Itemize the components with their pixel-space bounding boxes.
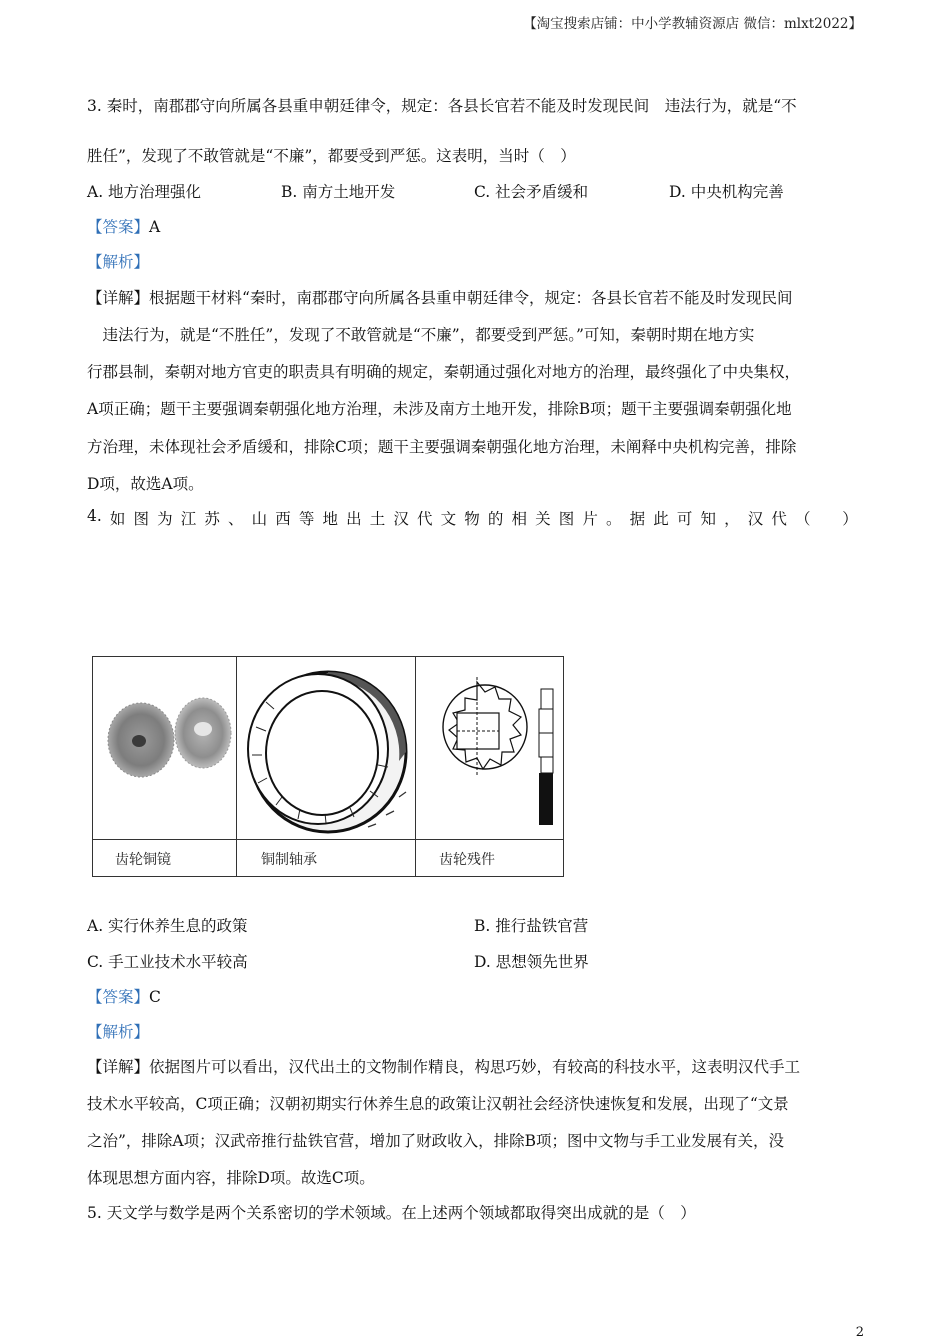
q4-stem-char: 。	[606, 510, 622, 528]
q4-stem-char: 此	[653, 510, 669, 528]
q4-stem-char: 文	[440, 510, 457, 528]
q4-option-b: B. 推行盐铁官营	[474, 917, 589, 935]
caption-gear-fragment: 齿轮残件	[439, 852, 495, 868]
q4-stem-char: 、	[228, 510, 244, 528]
q4-option-a: A. 实行休养生息的政策	[87, 917, 248, 935]
caption-gear-mirror: 齿轮铜镜	[115, 852, 171, 868]
q4-stem-char: 江	[180, 510, 197, 528]
q4-stem-char: 代	[417, 510, 433, 528]
q4-option-d: D. 思想领先世界	[474, 953, 589, 971]
detail-text: 依据图片可以看出，汉代出土的文物制作精良，构思巧妙，有较高的科技水平，这表明汉代手工	[149, 1058, 801, 1076]
q3-option-b: B. 南方土地开发	[281, 183, 396, 201]
q4-stem-char: 汉	[747, 510, 764, 528]
q3-detail-line-2: 违法行为，就是“不胜任”，发现了不敢管就是“不廉”，都要受到严惩。”可知，秦朝时期在地方实	[87, 326, 755, 344]
q4-stem-char: 相	[511, 510, 528, 528]
q4-stem-char: 汉	[393, 510, 409, 528]
answer-label: 【答案】	[87, 218, 150, 236]
q4-stem-char: ，	[724, 510, 740, 528]
bearing-icon	[236, 657, 415, 839]
detail-text: 根据题干材料“秦时，南郡郡守向所属各县重申朝廷律令，规定：各县长官若不能及时发现民间	[149, 289, 793, 307]
answer-value: A	[149, 218, 161, 236]
page-number: 2	[855, 1325, 864, 1340]
q4-stem-char: 等	[298, 510, 315, 528]
q3-analysis-label: 【解析】	[87, 253, 150, 271]
q4-stem-char: （	[795, 510, 811, 528]
q4-stem-char: 代	[771, 510, 787, 528]
gear-fragment-icon	[415, 657, 562, 839]
q4-stem-char: 出	[346, 510, 362, 528]
figure-caption-row	[93, 839, 563, 877]
q4-stem-char: 的	[487, 510, 504, 528]
q4-detail-line-4: 体现思想方面内容，排除D项。故选C项。	[87, 1169, 375, 1187]
q3-detail-line-3: 行郡县制，秦朝对地方官吏的职责具有明确的规定，秦朝通过强化对地方的治理，最终强化了中央集权，	[87, 363, 801, 381]
q4-stem-char: 土	[369, 510, 386, 528]
q4-answer	[87, 985, 161, 1007]
gear-mirror-icon	[93, 657, 236, 839]
q3-stem-line-2: 胜任”，发现了不敢管就是“不廉”，都要受到严惩。这表明，当时（ ）	[87, 147, 576, 165]
q4-detail-line-3: 之治”，排除A项；汉武帝推行盐铁官营，增加了财政收入，排除B项；图中文物与手工业发展有关，没	[87, 1132, 785, 1150]
detail-label: 【详解】	[87, 1058, 150, 1076]
q3-detail-line-5: 方治理，未体现社会矛盾缓和，排除C项；题干主要强调秦朝强化地方治理，未阐释中央机构完善，排除	[87, 438, 797, 456]
q4-analysis-label: 【解析】	[87, 1023, 150, 1041]
q4-stem-char: 知	[700, 510, 717, 528]
q4-stem-char: 关	[535, 510, 551, 528]
q3-stem-line-1: 3. 秦时，南郡郡守向所属各县重申朝廷律令，规定：各县长官若不能及时发现民间 违法行为，就是“不	[87, 97, 797, 115]
q4-stem-char: 山	[251, 510, 268, 528]
q3-detail-line-4: A项正确；题干主要强调秦朝强化地方治理，未涉及南方土地开发，排除B项；题干主要强调秦朝强化地	[87, 400, 792, 418]
q4-stem	[87, 507, 858, 529]
caption-bearing: 铜制轴承	[261, 852, 317, 868]
q4-stem-char: 物	[464, 510, 480, 528]
q5-stem: 5. 天文学与数学是两个关系密切的学术领域。在上述两个领域都取得突出成就的是（ ）	[87, 1204, 696, 1222]
q4-stem-char: ）	[842, 510, 858, 528]
gear-mirror-image	[93, 657, 237, 839]
q4-stem-char: 图	[133, 510, 150, 528]
q4-detail-line-2: 技术水平较高，C项正确；汉朝初期实行休养生息的政策让汉朝社会经济快速恢复和发展，出现了“文景	[87, 1095, 789, 1113]
caption-divider	[415, 840, 416, 877]
q3-detail-line-1	[87, 286, 792, 308]
q4-stem-char: 可	[676, 510, 693, 528]
caption-divider	[236, 840, 237, 877]
q4-detail-line-1	[87, 1055, 800, 1077]
q4-stem-char: 西	[275, 510, 291, 528]
answer-value: C	[149, 988, 161, 1006]
q4-option-c: C. 手工业技术水平较高	[87, 953, 248, 971]
gear-fragment-image	[415, 657, 562, 839]
q3-answer	[87, 215, 160, 237]
q3-option-d: D. 中央机构完善	[669, 183, 784, 201]
artifact-figure	[92, 656, 564, 877]
q4-stem-char: 据	[629, 510, 646, 528]
q4-stem-char: 地	[322, 510, 339, 528]
q3-detail-line-6: D项，故选A项。	[87, 475, 204, 493]
detail-label: 【详解】	[87, 289, 150, 307]
q4-stem-char: 为	[157, 510, 173, 528]
q4-stem-char: 4.	[87, 507, 102, 525]
page-header: 【淘宝搜索店铺：中小学教辅资源店 微信：mlxt2022】	[523, 16, 862, 32]
bronze-bearing-image	[236, 657, 416, 839]
q4-stem-char: 图	[558, 510, 575, 528]
q4-stem-char	[819, 507, 835, 529]
q4-stem-char: 苏	[204, 510, 220, 528]
q4-stem-char: 如	[109, 510, 126, 528]
answer-label: 【答案】	[87, 988, 150, 1006]
q3-option-a: A. 地方治理强化	[87, 183, 202, 201]
q3-option-c: C. 社会矛盾缓和	[474, 183, 589, 201]
q4-stem-char: 片	[582, 510, 598, 528]
